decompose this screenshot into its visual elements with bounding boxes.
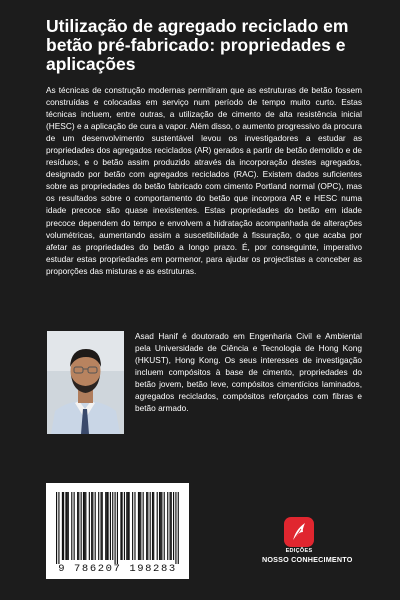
barcode-bar [171, 492, 172, 560]
barcode-bar [164, 492, 165, 560]
barcode-bar [110, 492, 111, 560]
isbn-barcode [46, 483, 189, 579]
barcode-bar [102, 492, 103, 560]
publisher-block [262, 517, 353, 564]
barcode-bar [83, 492, 84, 560]
barcode-bar [178, 492, 179, 564]
barcode-bar [67, 492, 68, 560]
publisher-line1: EDIÇÕES [285, 548, 313, 554]
barcode-bar [138, 492, 139, 560]
barcode-bar [84, 492, 85, 560]
barcode-bar [77, 492, 78, 560]
barcode-bar [117, 492, 118, 564]
barcode-bar [71, 492, 72, 560]
barcode-bar [81, 492, 82, 560]
quill-icon [284, 517, 314, 547]
barcode-bar [139, 492, 140, 560]
barcode-bar [129, 492, 130, 560]
isbn-number: 9 786207 198283 [58, 563, 177, 575]
barcode-bar [107, 492, 108, 560]
barcode-bar [159, 492, 160, 560]
barcode-bar [92, 492, 93, 560]
barcode-bar [100, 492, 101, 560]
barcode-bar [85, 492, 86, 560]
barcode-bar [132, 492, 133, 560]
barcode-bar [167, 492, 168, 560]
publisher-line2: NOSSO CONHECIMENTO [262, 555, 353, 564]
book-title: Utilização de agregado reciclado em betão pré-fabricado: propriedades e aplicações [46, 16, 349, 74]
barcode-bar [124, 492, 125, 560]
barcode-bar [56, 492, 57, 564]
barcode-bar [58, 492, 59, 564]
barcode-bar [98, 492, 99, 560]
barcode-bar [152, 492, 153, 560]
barcode-bar [115, 492, 116, 564]
barcode-bar [160, 492, 161, 560]
barcode-bar [146, 492, 147, 560]
barcode-bar [161, 492, 162, 560]
author-bio: Asad Hanif é doutorado em Engenharia Civil e Ambiental pela Universidade de Ciência e Tecnologia de Hong Kong (HKUST), Hong Kong. Os seus interesses de investigação incluem compósitos à base de cimento, propriedades do betão jovem, betão leve, compósitos cimentícios laminados, agregados reciclados, compósitos reforçados com fibras e betão armado. [135, 331, 362, 414]
barcode-bar [65, 492, 66, 560]
barcode-bar [127, 492, 128, 560]
barcode-bar [175, 492, 176, 564]
barcode-bar [147, 492, 148, 560]
barcode-bar [150, 492, 151, 560]
barcode-bar [91, 492, 92, 560]
barcode-bar [74, 492, 75, 560]
barcode-bar [68, 492, 69, 560]
barcode-bar [143, 492, 144, 560]
barcode-bar [95, 492, 96, 560]
barcode-bar [173, 492, 174, 560]
barcode-bar [63, 492, 64, 560]
book-summary: As técnicas de construção modernas permitiram que as estruturas de betão fossem construídas e colocadas em serviço num período de tempo muito curto. Estas técnicas incluem, entre outras, a utilização de cimento de alta resistência inicial (HESC) e a aplicação de cura a vapor. Além disso, o aumento progressivo da procura de um desenvolvimento sustentável levou os investigadores a estudar as propriedades dos agregados reciclados (AR) gerados a partir de betão demolido e de resíduos, e o betão assim produzido através da incorporação destes agregados, designado por betão com agregados reciclados (RAC). Existem dados suficientes sobre as propriedades do betão fabricado com cimento Portland normal (OPC), mas os resultados sobre o comportamento do betão que incorpora AR e HESC numa idade precoce são quase inexistentes. Estas propriedades do betão em idade precoce dependem do tempo e envolvem a hidratação acompanhada de alterações volumétricas, aumentando assim a suscetibilidade à fissuração, o que acaba por afetar as propriedades do betão a longo prazo. É, por conseguinte, imperativo estudar estas propriedades em pormenor, para ajudar os projectistas a conceber as proporções das misturas e as estruturas. [46, 85, 362, 276]
barcode-bar [89, 492, 90, 560]
barcode-bar [153, 492, 154, 560]
barcode-bar [134, 492, 135, 560]
barcode-bar [122, 492, 123, 560]
author-photo [47, 331, 124, 434]
barcode-bar [126, 492, 127, 560]
barcode-bar [157, 492, 158, 560]
author-portrait-image [47, 331, 124, 434]
barcode-bar [120, 492, 121, 560]
barcode-bar [78, 492, 79, 560]
barcode-bar [105, 492, 106, 560]
barcode-bar [169, 492, 170, 560]
barcode-bar [112, 492, 113, 560]
barcode-bar [106, 492, 107, 560]
barcode-bar [140, 492, 141, 560]
barcode-bar [62, 492, 63, 560]
publisher-logo [284, 517, 314, 547]
